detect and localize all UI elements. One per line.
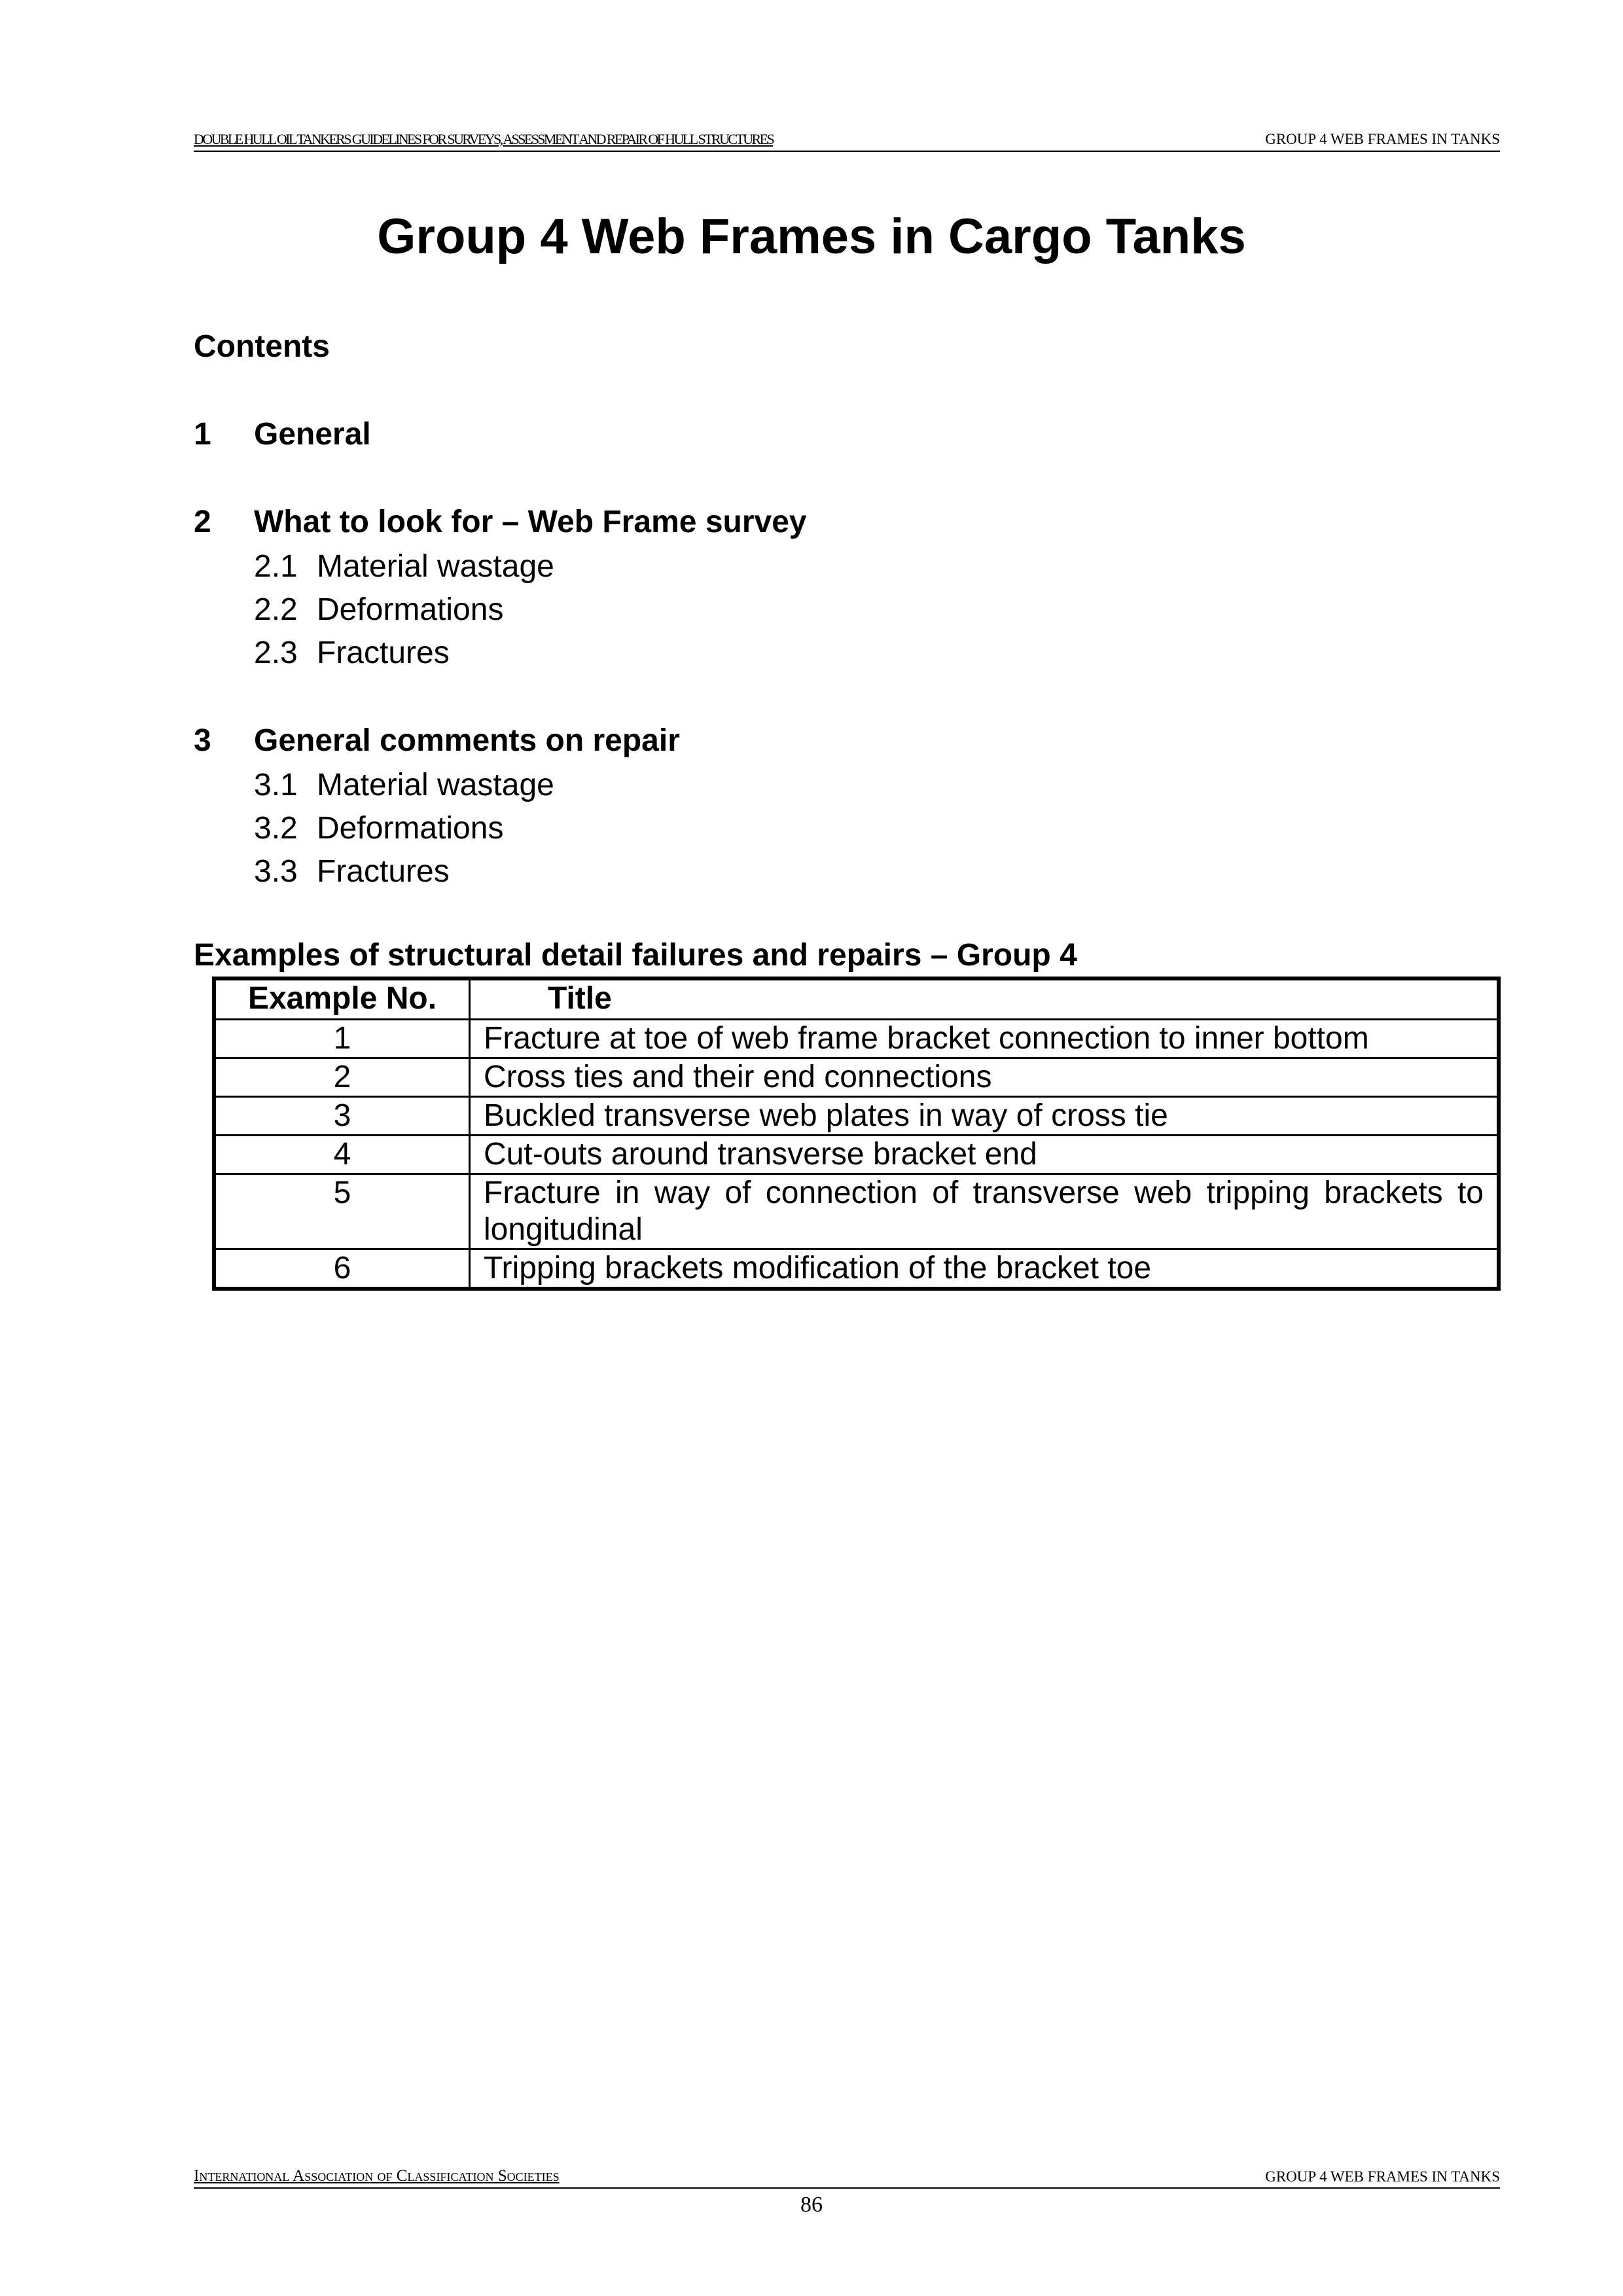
- toc-subsection-title: Material wastage: [317, 549, 554, 584]
- toc-subsection-number: 2.2: [254, 592, 298, 627]
- column-header-example-no: Example No.: [214, 978, 470, 1020]
- toc-subsection-3-3: [254, 853, 450, 889]
- example-title: Tripping brackets modification of the bracket toe: [470, 1249, 1499, 1289]
- table-row: [214, 1058, 1499, 1097]
- example-number: 1: [214, 1020, 470, 1058]
- page-number: 86: [800, 2193, 823, 2217]
- running-header: [194, 128, 1500, 152]
- toc-subsection-number: 2.3: [254, 636, 298, 670]
- header-document-title: DOUBLE HULL OIL TANKERS GUIDELINES FOR SURVEYS, ASSESSMENT AND REPAIR OF HULL STRUCTURES: [194, 131, 774, 147]
- examples-table: [212, 977, 1501, 1291]
- toc-subsection-2-1: [254, 548, 554, 584]
- toc-section-number: 3: [194, 723, 211, 758]
- toc-section-title: General: [254, 417, 371, 452]
- toc-section-title: What to look for – Web Frame survey: [254, 505, 807, 539]
- toc-subsection-title: Fractures: [317, 854, 450, 889]
- example-number: 4: [214, 1136, 470, 1174]
- table-row: [214, 1136, 1499, 1174]
- table-row: [214, 1097, 1499, 1136]
- toc-subsection-number: 3.1: [254, 768, 298, 802]
- page-title: Group 4 Web Frames in Cargo Tanks: [377, 209, 1246, 264]
- example-number: 3: [214, 1097, 470, 1136]
- toc-section-title: General comments on repair: [254, 723, 680, 758]
- footer-section-title: GROUP 4 WEB FRAMES IN TANKS: [1265, 2168, 1500, 2185]
- toc-subsection-2-3: [254, 635, 450, 671]
- toc-subsection-number: 3.2: [254, 811, 298, 846]
- example-number: 5: [214, 1174, 470, 1249]
- table-row: [214, 1174, 1499, 1249]
- toc-section-number: 1: [194, 417, 211, 452]
- example-title: Fracture in way of connection of transverse web tripping brackets to longitudinal: [470, 1174, 1499, 1249]
- table-header-row: [214, 978, 1499, 1020]
- table-row: [214, 1020, 1499, 1058]
- example-number: 2: [214, 1058, 470, 1097]
- header-section-title: GROUP 4 WEB FRAMES IN TANKS: [1265, 131, 1500, 147]
- toc-subsection-number: 3.3: [254, 854, 298, 889]
- toc-subsection-title: Deformations: [317, 592, 504, 627]
- toc-subsection-title: Fractures: [317, 636, 450, 670]
- toc-subsection-3-1: [254, 767, 554, 803]
- toc-subsection-number: 2.1: [254, 549, 298, 584]
- example-title: Cut-outs around transverse bracket end: [470, 1136, 1499, 1174]
- table-row: [214, 1249, 1499, 1289]
- examples-heading: Examples of structural detail failures and repairs – Group 4: [194, 938, 1077, 973]
- running-footer: [194, 2166, 1500, 2189]
- contents-heading: Contents: [194, 329, 330, 364]
- example-title: Buckled transverse web plates in way of cross tie: [470, 1097, 1499, 1136]
- toc-subsection-title: Material wastage: [317, 768, 554, 802]
- column-header-title: Title: [470, 978, 1499, 1020]
- toc-section-number: 2: [194, 505, 211, 539]
- toc-subsection-3-2: [254, 810, 503, 846]
- footer-organization: International Association of Classification Societies: [194, 2167, 560, 2185]
- toc-subsection-title: Deformations: [317, 811, 504, 846]
- example-title: Cross ties and their end connections: [470, 1058, 1499, 1097]
- example-number: 6: [214, 1249, 470, 1289]
- example-title: Fracture at toe of web frame bracket connection to inner bottom: [470, 1020, 1499, 1058]
- toc-subsection-2-2: [254, 592, 503, 628]
